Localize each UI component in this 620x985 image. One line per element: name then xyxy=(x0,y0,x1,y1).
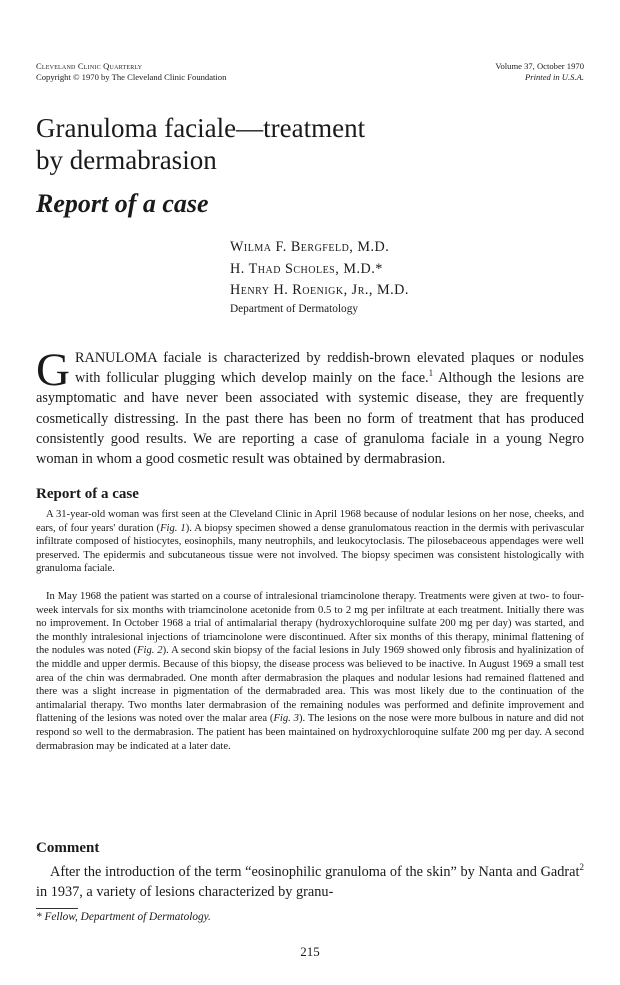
article-title xyxy=(36,112,365,176)
lead-text-part1: RANULOMA faciale is characterized by reddish-brown elevated plaques or nodules with follicular plugging which develop mainly on the face. xyxy=(74,350,584,387)
lead-text-part2: Although the lesions are asymptomatic and have never been associated with systemic disease, they are frequently cosmetically distressing. In the past there has been no form of treatment that has produced consistently good results. We are reporting a case of granuloma faciale in a young Negro woman in whom a good cosmetic result was obtained by dermabrasion. xyxy=(36,370,584,468)
title-line-2: by dermabrasion xyxy=(36,145,217,175)
author-name: Henry H. Roenigk, Jr., M.D. xyxy=(230,282,409,298)
report-p2-text: ). A second skin biopsy of the facial lesions in July 1969 showed only fibrosis and hyalinization of the middle and upper dermis. Because of this biopsy, the disease process was believed to be inactive. In August 1969 a small test area of the chin was dermabraded. One month after dermabrasion the plaques and nodular lesions had remained flattened and there was a slight increase in pigmentation of the dermabraded area. This was most likely due to the continuation of the antimalarial therapy. Two months later dermabrasion of the remaining nodules was performed and definite improvement and flattening of the lesions was noted over the malar area ( xyxy=(36,645,585,725)
author-name: Wilma F. Bergfeld, M.D. xyxy=(230,239,390,255)
figure-reference: Fig. 3 xyxy=(273,713,299,725)
drop-cap: G xyxy=(36,344,70,396)
author-department: Department of Dermatology xyxy=(230,302,358,315)
title-line-1: Granuloma faciale—treatment xyxy=(36,113,366,143)
printed-line: Printed in U.S.A. xyxy=(525,72,584,82)
section-heading-report: Report of a case xyxy=(36,486,139,502)
running-header-left xyxy=(36,61,226,83)
section-heading-comment: Comment xyxy=(36,840,100,856)
comment-text: in 1937, a variety of lesions characterized by granu- xyxy=(36,884,334,901)
journal-name: Cleveland Clinic Quarterly xyxy=(36,61,143,71)
report-p1-text: A 31-year-old woman was first seen at the Cleveland Clinic in April 1968 because of nodular lesions on her nose, cheeks, and ears, of four years' duration ( xyxy=(36,509,584,534)
footnote: * Fellow, Department of Dermatology. xyxy=(36,911,211,923)
report-paragraph-1 xyxy=(36,508,584,576)
report-p1-text: ). A biopsy specimen showed a dense granulomatous reaction in the dermis with perivascular infiltrate composed of histiocytes, eosinophils, many neutrophils, and leukocytoclasis. The pilosebaceous appendages were well preserved. The epidermis and subcutaneous tissue were not involved. The biopsy specimen was consistent histologically with granuloma faciale. xyxy=(36,522,584,575)
reference-marker: 1 xyxy=(428,368,434,379)
comment-paragraph xyxy=(36,862,584,902)
article-subtitle: Report of a case xyxy=(36,189,209,218)
footnote-rule xyxy=(36,908,78,909)
comment-text: After the introduction of the term “eosinophilic granuloma of the skin” by Nanta and Gadrat xyxy=(50,864,580,880)
running-header-right xyxy=(495,61,584,83)
author-block xyxy=(230,237,409,317)
report-paragraph-2 xyxy=(36,590,584,753)
report-p2-text: ). The lesions on the nose were more bulbous in nature and did not respond so well to the dermabrasion. The patient has been maintained on hydroxychloroquine sulfate 200 mg per day. A second dermabrasion may be indicated at a later date. xyxy=(36,713,584,752)
report-p2-text: In May 1968 the patient was started on a course of intralesional triamcinolone therapy. Treatments were given at two- to four-week intervals for six months with triamcinolone acetonide from 0.5 to 2 mg per infiltrate at each treatment. Initially there was no improvement. In October 1968 a trial of antimalarial therapy (hydroxychloroquine sulfate 200 mg per day) was started, and the monthly intralesional injections of triamcinolone were discontinued. After six months of this therapy, minimal flattening of the nodules was noted ( xyxy=(36,591,584,657)
figure-reference: Fig. 1 xyxy=(160,522,186,534)
figure-reference: Fig. 2 xyxy=(137,645,163,657)
copyright-line: Copyright © 1970 by The Cleveland Clinic Foundation xyxy=(36,72,227,82)
author-name: H. Thad Scholes, M.D.* xyxy=(230,260,383,277)
volume-line: Volume 37, October 1970 xyxy=(495,61,584,71)
reference-marker: 2 xyxy=(579,862,584,873)
page-number: 215 xyxy=(300,944,320,959)
lead-paragraph xyxy=(36,344,584,469)
